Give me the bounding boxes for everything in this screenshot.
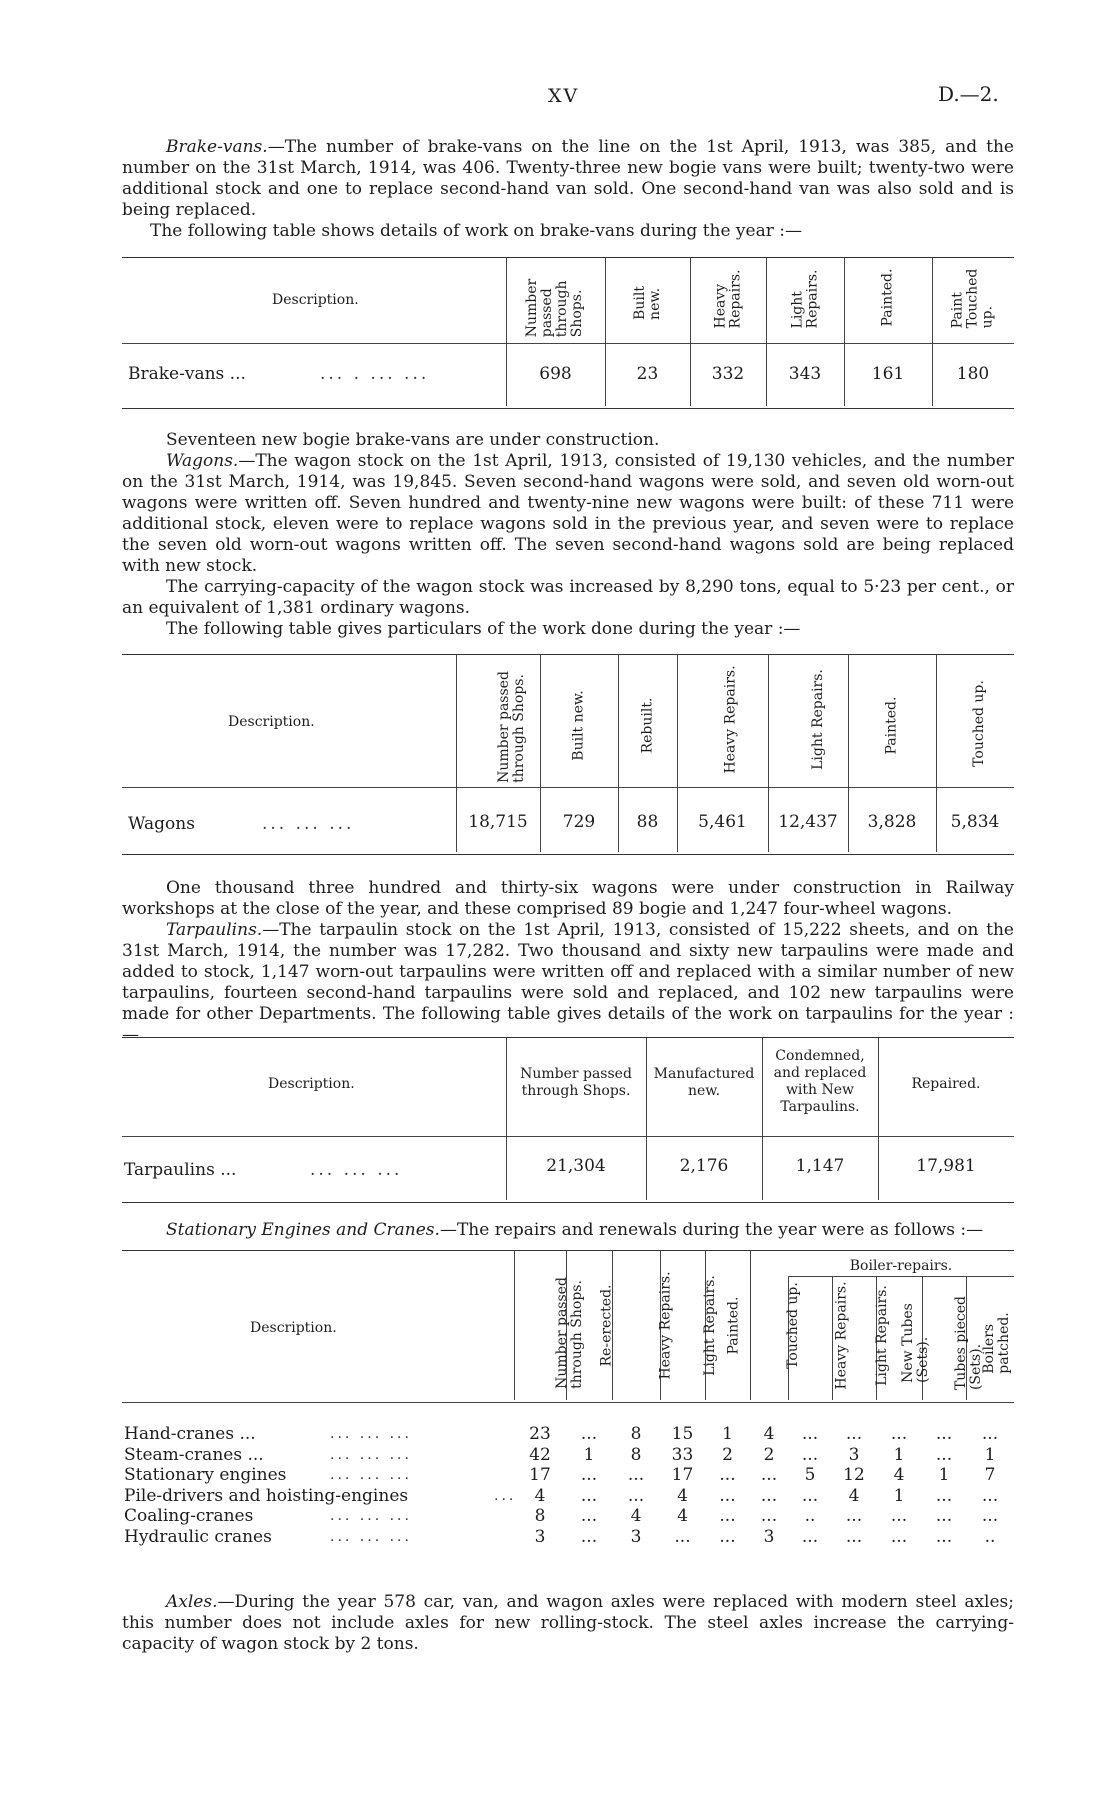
- engines-row-label: Steam-cranes ...: [124, 1444, 264, 1465]
- engines-table-cell: ...: [627, 1465, 645, 1485]
- brake-vans-para1: —The number of brake-vans on the line on the 1st April, 1913, was 385, and the number on the 31st March, 1914, was 406. Twenty-three new bogie vans were built; twenty-two were additional stock and one to replace second-hand van sold. One second-hand van was also sold and is being replaced.: [122, 137, 1014, 220]
- engines-table-cell: ...: [845, 1526, 863, 1547]
- engines-col-2: Heavy Repairs.: [657, 1271, 674, 1380]
- engines-table-cell: ...: [801, 1444, 819, 1465]
- engines-table-cell: 4: [848, 1485, 860, 1506]
- engines-table-cell: 3: [534, 1526, 546, 1547]
- engines-col-8: New Tubes (Sets).: [899, 1303, 931, 1383]
- brake-vans-value-painted: 161: [871, 364, 905, 384]
- engines-table-cell: 5: [804, 1465, 816, 1485]
- engines-section: [122, 1220, 1014, 1241]
- engines-table-cell: 33: [671, 1444, 694, 1465]
- engines-table-cell: 1: [938, 1465, 950, 1485]
- engines-col-1: Re-erected.: [598, 1284, 615, 1367]
- engines-table-cell: ...: [801, 1526, 819, 1547]
- engines-table-cell: 2: [763, 1444, 775, 1465]
- brake-vans-col-heavy: Heavy Repairs.: [711, 269, 743, 329]
- brake-vans-row-dots: ... . ... ...: [320, 364, 430, 384]
- wagons-para3: The following table gives particulars of the work done during the year :—: [166, 619, 801, 639]
- engines-col-10: Boilers patched.: [980, 1312, 1012, 1374]
- engines-table-cell: ...: [845, 1424, 863, 1444]
- engines-table-cell: 3: [630, 1526, 642, 1547]
- engines-row-dots: ... ... ...: [330, 1467, 412, 1483]
- engines-row-label: Stationary engines: [124, 1465, 287, 1485]
- brake-vans-col-painted: Painted.: [879, 268, 896, 327]
- engines-table-cell: ...: [981, 1424, 999, 1444]
- engines-col-5: Touched up.: [784, 1282, 801, 1369]
- engines-table-cell: 17: [529, 1465, 551, 1485]
- wagons-para1: —The wagon stock on the 1st April, 1913, consisted of 19,130 vehicles, and the number on the 31st March, 1914, was 19,845. Seven second-hand wagons were sold, and seven old worn-out wagons were written off. Seven hundred and twenty-nine new wagons were built: of these 711 were additional stock, eleven were to replace wagons sold in the previous year, and seven were to replace the seven old worn-out wagons written off. The seven second-hand wagons sold are being replaced with new stock.: [122, 451, 1014, 576]
- engines-row-dots: ... ... ...: [330, 1446, 412, 1463]
- wagons-value-rebuilt: 88: [636, 812, 659, 832]
- engines-table-cell: ...: [935, 1526, 953, 1547]
- engines-table-cell: ...: [981, 1506, 999, 1526]
- engines-table-cell: ...: [845, 1506, 863, 1526]
- engines-row-label: Hand-cranes ...: [124, 1424, 256, 1444]
- engines-heading: Stationary Engines and Cranes.: [166, 1220, 440, 1240]
- engines-col-3: Light Repairs.: [701, 1275, 718, 1376]
- engines-table-cell: ...: [719, 1526, 736, 1547]
- engines-table-cell: 1: [583, 1444, 595, 1465]
- brake-vans-row-label: Brake-vans ...: [128, 364, 246, 384]
- brake-vans-value-light: 343: [788, 364, 822, 384]
- engines-col-7: Light Repairs.: [873, 1285, 890, 1386]
- engines-table-cell: ...: [981, 1485, 999, 1506]
- wagons-col-light: Light Repairs.: [809, 669, 826, 770]
- tarpaulins-value-manufactured: 2,176: [679, 1156, 729, 1176]
- axles-heading: Axles.: [166, 1592, 218, 1612]
- wagons-col-touched: Touched up.: [970, 680, 987, 767]
- engines-table-cell: ...: [580, 1465, 598, 1485]
- brake-vans-col-description: Description.: [272, 292, 359, 308]
- engines-col-9: Tubes pieced (Sets).: [953, 1295, 985, 1391]
- engines-table-cell: ...: [801, 1424, 819, 1444]
- engines-table-cell: ...: [580, 1424, 598, 1444]
- engines-table-cell: ...: [627, 1485, 645, 1506]
- engines-table-cell: 4: [534, 1485, 546, 1506]
- engines-table-cell: ..: [984, 1526, 996, 1547]
- engines-table-cell: ...: [760, 1465, 778, 1485]
- engines-table-cell: 1: [984, 1444, 996, 1465]
- tarpaulins-value-passed: 21,304: [546, 1156, 606, 1176]
- brake-vans-col-touched: Paint Touched up.: [949, 268, 996, 329]
- wagons-section: [122, 430, 1014, 640]
- wagons-value-heavy: 5,461: [698, 812, 747, 832]
- engines-table-cell: ...: [890, 1506, 908, 1526]
- wagons-row-label: Wagons: [128, 814, 195, 834]
- engines-table-cell: ...: [674, 1526, 691, 1547]
- engines-table-cell: ...: [719, 1485, 736, 1506]
- axles-para1: —During the year 578 car, van, and wagon axles were replaced with modern steel axles; this number does not include axles for new rolling-stock. The steel axles increase the carrying-capacity of wagon stock by 2 tons.: [122, 1592, 1014, 1654]
- engines-table-cell: 1: [893, 1444, 905, 1465]
- wagons-row-dots: ... ... ...: [262, 814, 355, 834]
- brake-vans-col-light: Light Repairs.: [788, 269, 820, 329]
- page-number: XV: [548, 85, 580, 107]
- engines-table-cell: ...: [935, 1485, 953, 1506]
- engines-table-cell: ...: [580, 1485, 598, 1506]
- tarpaulins-col-description: Description.: [268, 1076, 355, 1092]
- brake-vans-value-heavy: 332: [711, 364, 745, 384]
- brake-vans-col-built: Built new.: [631, 286, 663, 320]
- engines-table-cell: 15: [671, 1424, 694, 1444]
- wagons-para2: The carrying-capacity of the wagon stock was increased by 8,290 tons, equal to 5·23 per cent., or an equivalent of 1,381 ordinary wagons.: [122, 577, 1014, 618]
- engines-table-cell: 3: [848, 1444, 860, 1465]
- wagons-col-heavy: Heavy Repairs.: [722, 665, 739, 774]
- wagons-col-rebuilt: Rebuilt.: [639, 697, 655, 754]
- tarpaulins-row-dots: ... ... ...: [310, 1160, 403, 1180]
- brake-vans-value-passed: 698: [539, 364, 572, 384]
- brake-vans-col-passed: Number passed through Shops.: [524, 278, 586, 338]
- wagons-value-built: 729: [562, 812, 596, 832]
- tarpaulins-col-passed: Number passed through Shops.: [520, 1066, 632, 1099]
- wagons-para4: One thousand three hundred and thirty-six wagons were under construction in Railway workshops at the close of the year, and these comprised 89 bogie and 1,247 four-wheel wagons.: [122, 878, 1014, 919]
- brake-vans-section: [122, 137, 1014, 242]
- wagons-value-touched: 5,834: [950, 812, 1000, 832]
- engines-col-4: Painted.: [725, 1296, 742, 1355]
- tarpaulins-row-label: Tarpaulins ...: [124, 1160, 237, 1180]
- engines-group-boiler: Boiler-repairs.: [849, 1258, 953, 1274]
- engines-row-dots: ...: [494, 1487, 517, 1504]
- engines-table-cell: ...: [935, 1506, 953, 1526]
- wagons-heading: Wagons.: [166, 451, 239, 471]
- engines-table-cell: 7: [984, 1465, 996, 1485]
- engines-table-cell: 1: [722, 1424, 733, 1444]
- tarpaulins-para1: —The tarpaulin stock on the 1st April, 1913, consisted of 15,222 sheets, and on the 31st March, 1914, the number was 17,282. Two thousand and sixty new tarpaulins were made and added to stock, 1,147 worn-out tarpaulins were written off and replaced with a similar number of new tarpaulins, fourteen second-hand tarpaulins were sold and replaced, and 102 new tarpaulins were made for other Departments. The following table gives details of the work on tarpaulins for the year :—: [122, 920, 1014, 1045]
- engines-table-cell: 17: [671, 1465, 694, 1485]
- engines-row-dots: ... ... ...: [330, 1528, 412, 1545]
- wagons-value-passed: 18,715: [468, 812, 528, 832]
- engines-table-cell: ...: [760, 1485, 778, 1506]
- axles-section: [122, 1592, 1014, 1655]
- engines-row-label: Coaling-cranes: [124, 1506, 254, 1526]
- engines-table-cell: ...: [801, 1485, 819, 1506]
- engines-table-cell: 4: [630, 1506, 642, 1526]
- wagons-value-painted: 3,828: [867, 812, 917, 832]
- tarpaulins-value-repaired: 17,981: [916, 1156, 976, 1176]
- engines-table-cell: 4: [677, 1485, 688, 1506]
- engines-col-0: Number passed through Shops.: [553, 1277, 585, 1389]
- engines-row-label: Hydraulic cranes: [124, 1526, 272, 1547]
- engines-table-cell: ...: [890, 1526, 908, 1547]
- engines-table-cell: 3: [763, 1526, 775, 1547]
- engines-table-cell: 23: [529, 1424, 551, 1444]
- engines-table-cell: 4: [677, 1506, 688, 1526]
- tarpaulins-heading: Tarpaulins.: [166, 920, 263, 940]
- tarpaulins-col-condemned: Condemned, and replaced with New Tarpaulins.: [773, 1048, 867, 1115]
- engines-table-cell: ...: [719, 1465, 736, 1485]
- wagons-col-built: Built new.: [570, 690, 587, 761]
- brake-vans-para2: The following table shows details of work on brake-vans during the year :—: [150, 221, 802, 241]
- engines-table-cell: ...: [580, 1506, 598, 1526]
- engines-table-cell: 2: [722, 1444, 733, 1465]
- engines-table-cell: ...: [580, 1526, 598, 1547]
- brake-vans-value-touched: 180: [956, 364, 990, 384]
- brake-vans-value-built: 23: [636, 364, 659, 384]
- tarpaulins-value-condemned: 1,147: [795, 1156, 845, 1176]
- engines-table-cell: ...: [760, 1506, 778, 1526]
- engines-table-cell: 1: [893, 1485, 905, 1506]
- engines-row-dots: ... ... ...: [330, 1426, 412, 1442]
- engines-table-cell: ...: [719, 1506, 736, 1526]
- engines-table-cell: ...: [935, 1444, 953, 1465]
- engines-col-6: Heavy Repairs.: [833, 1281, 850, 1390]
- engines-table-cell: 12: [843, 1465, 865, 1485]
- engines-table-cell: 8: [630, 1424, 642, 1444]
- engines-table-cell: ...: [935, 1424, 953, 1444]
- tarpaulins-col-manufactured: Manufactured new.: [653, 1066, 755, 1099]
- engines-table-cell: ...: [890, 1424, 908, 1444]
- tarpaulins-col-repaired: Repaired.: [911, 1076, 981, 1092]
- wagons-col-description: Description.: [228, 714, 315, 730]
- wagons-col-painted: Painted.: [883, 696, 900, 755]
- engines-row-label: Pile-drivers and hoisting-engines: [124, 1485, 409, 1506]
- engines-table-cell: 42: [529, 1444, 551, 1465]
- wagons-col-passed: Number passed through Shops.: [495, 671, 527, 783]
- engines-intro: —The repairs and renewals during the year were as follows :—: [439, 1220, 984, 1240]
- wagons-value-light: 12,437: [778, 812, 838, 832]
- engines-table-cell: ..: [804, 1506, 816, 1526]
- document-code: D.—2.: [938, 82, 999, 106]
- tarpaulins-section: [122, 878, 1014, 1046]
- engines-row-dots: ... ... ...: [330, 1508, 412, 1524]
- brake-vans-heading: Brake-vans.: [166, 137, 268, 157]
- engines-col-description: Description.: [250, 1320, 337, 1336]
- engines-table-cell: 8: [534, 1506, 546, 1526]
- engines-table-cell: 8: [630, 1444, 642, 1465]
- engines-table-cell: 4: [763, 1424, 775, 1444]
- engines-table-cell: 4: [893, 1465, 905, 1485]
- brake-vans-para3: Seventeen new bogie brake-vans are under construction.: [166, 430, 660, 450]
